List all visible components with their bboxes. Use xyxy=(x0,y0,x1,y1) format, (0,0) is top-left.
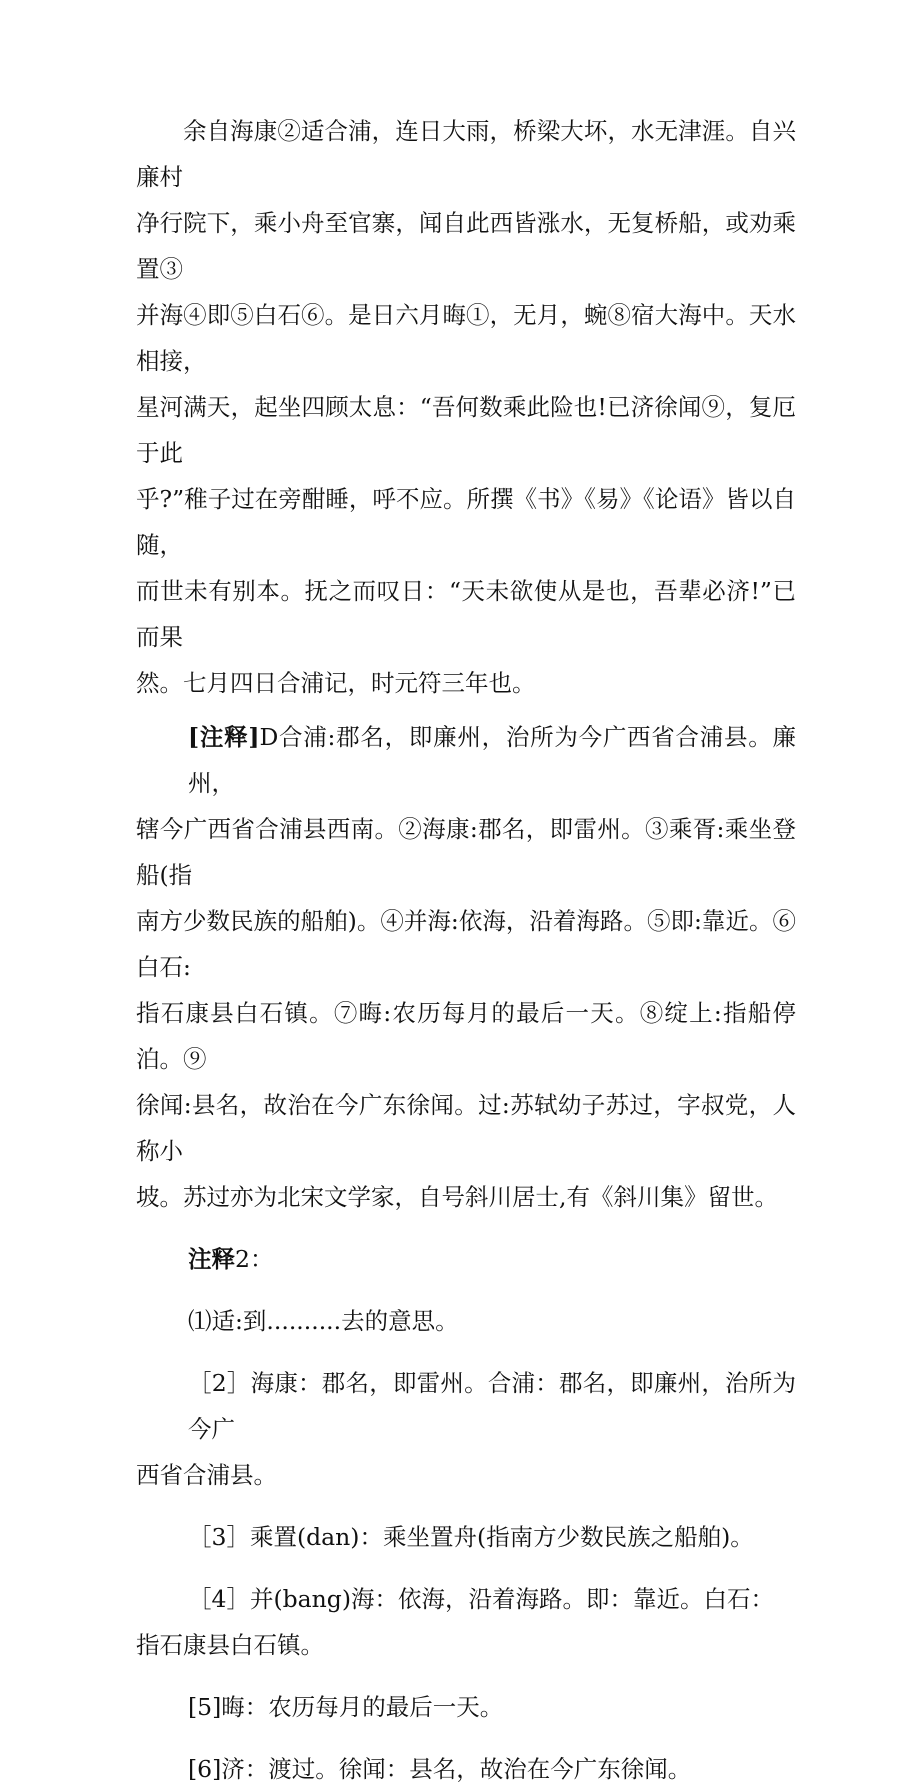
main-text-line: 星河满天，起坐四顾太息：“吾何数乘此险也!已济徐闻⑨，复厄于此 xyxy=(136,393,796,467)
note-item xyxy=(136,1514,796,1560)
main-text-paragraph xyxy=(136,108,796,706)
notes1-line: D合浦:郡名，即廉州，治所为今广西省合浦县。廉州， xyxy=(188,723,796,797)
main-text-line: 然。七月四日合浦记，时元符三年也。 xyxy=(136,669,536,697)
notes1-line: 辖今广西省合浦县西南。②海康:郡名，即雷州。③乘胥:乘坐登船(指 xyxy=(136,815,796,889)
note-item-line: [5]晦：农历每月的最后一天。 xyxy=(188,1693,504,1721)
note-item-line: ［2］海康：郡名，即雷州。合浦：郡名，即廉州，治所为今广 xyxy=(188,1369,796,1443)
notes1-line: 徐闻:县名，故治在今广东徐闻。过:苏轼幼子苏过，字叔党，人称小 xyxy=(136,1091,796,1165)
main-text-line: 乎?”稚子过在旁酣睡，呼不应。所撰《书》《易》《论语》皆以自随， xyxy=(136,485,796,559)
main-text-line: 并海④即⑤白石⑥。是日六月晦①，无月，蜿⑧宿大海中。天水相接， xyxy=(136,301,796,375)
note-item xyxy=(136,1684,796,1730)
note-item-line: ［4］并(bang)海：依海，沿着海路。即：靠近。白石： xyxy=(188,1585,775,1613)
notes2-heading-number: 2： xyxy=(235,1245,274,1273)
note-item-line: 西省合浦县。 xyxy=(136,1461,277,1489)
main-text-line: 余自海康②适合浦，连日大雨，桥梁大坏，水无津涯。自兴廉村 xyxy=(136,117,796,191)
notes1-label: [注释] xyxy=(188,723,260,751)
notes1-paragraph xyxy=(136,714,796,1220)
note-item xyxy=(136,1576,796,1668)
note-item-line: ［3］乘置(dan)：乘坐置舟(指南方少数民族之船舶)。 xyxy=(188,1523,754,1551)
main-text-line: 净行院下，乘小舟至官寨，闻自此西皆涨水，无复桥船，或劝乘置③ xyxy=(136,209,796,283)
notes1-line: 坡。苏过亦为北宋文学家，自号斜川居士,有《斜川集》留世。 xyxy=(136,1183,778,1211)
note-item xyxy=(136,1360,796,1498)
notes2-heading xyxy=(136,1236,796,1282)
notes2-heading-label: 注释 xyxy=(188,1245,235,1273)
notes1-line: 指石康县白石镇。⑦晦:农历每月的最后一天。⑧绽上:指船停泊。⑨ xyxy=(136,999,796,1073)
note-item xyxy=(136,1746,796,1792)
document-page xyxy=(136,108,796,1792)
note-item-line: ⑴适:到..........去的意思。 xyxy=(188,1307,459,1335)
note-item-line: [6]济：渡过。徐闻：县名，故治在今广东徐闻。 xyxy=(188,1755,692,1783)
note-item xyxy=(136,1298,796,1344)
note-item-line: 指石康县白石镇。 xyxy=(136,1631,324,1659)
notes1-line: 南方少数民族的船舶)。④并海:依海，沿着海路。⑤即:靠近。⑥白石: xyxy=(136,907,796,981)
notes1-first-line xyxy=(136,714,796,806)
main-text-line: 而世未有别本。抚之而叹日：“天未欲使从是也，吾辈必济!”已而果 xyxy=(136,577,796,651)
